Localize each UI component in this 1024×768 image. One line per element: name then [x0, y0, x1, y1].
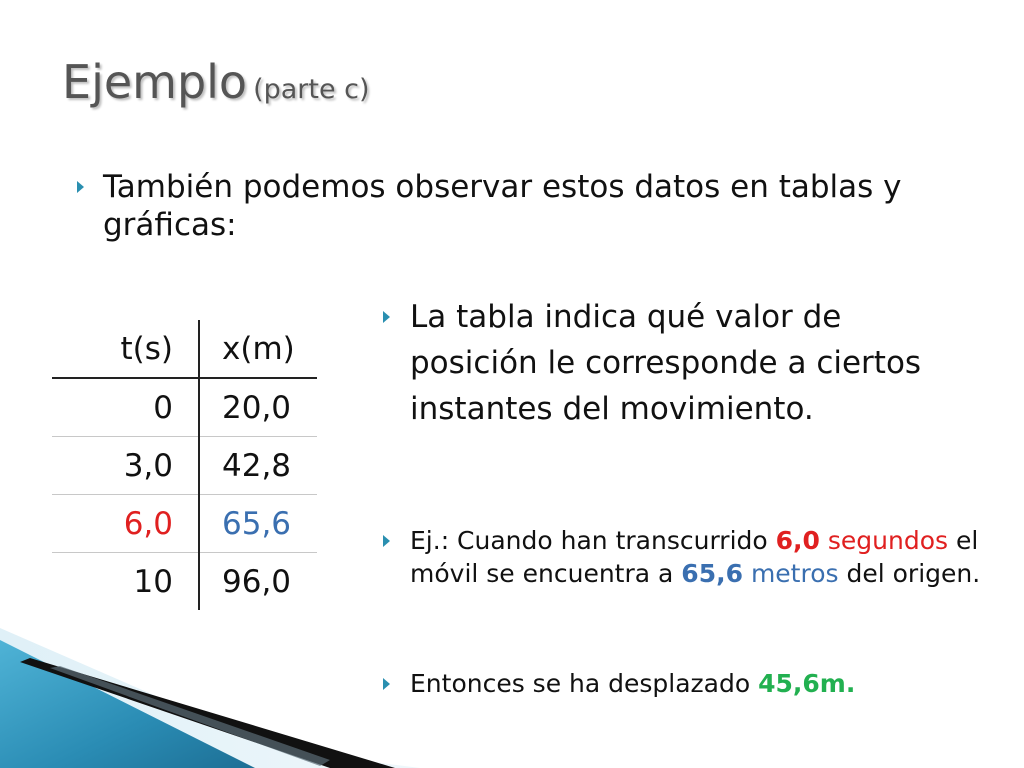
table-cell-time: 3,0 [52, 437, 199, 495]
slide-title [62, 55, 370, 109]
table-row [52, 378, 317, 437]
bullet-table-description [383, 294, 943, 432]
table-cell-time: 0 [52, 378, 199, 437]
example-text-part3: del origen. [838, 559, 981, 588]
bullet-arrow-icon [383, 311, 390, 323]
bullet-arrow-icon [383, 535, 390, 547]
bullet-conclusion-text [410, 667, 855, 701]
table-cell-position: 42,8 [199, 437, 317, 495]
position-time-table [52, 320, 317, 610]
bullet-arrow-icon [77, 181, 84, 193]
bullet-intro-text: También podemos observar estos datos en tablas y gráficas: [103, 169, 902, 243]
bullet-example-text [410, 524, 983, 590]
conclusion-displacement-value: 45,6m. [758, 669, 856, 698]
table-header-row [52, 320, 317, 378]
decorative-swoosh [0, 600, 420, 768]
slide-title-text: Ejemplo [62, 55, 248, 109]
bullet-table-description-text: La tabla indica qué valor de posición le corresponde a ciertos instantes del movimiento. [410, 299, 922, 427]
example-time-unit: segundos [827, 526, 949, 555]
bullet-example [383, 524, 983, 590]
table-cell-position: 96,0 [222, 563, 292, 600]
bullet-conclusion [383, 667, 1023, 701]
example-position-value: 65,6 [681, 559, 743, 588]
table-row [52, 437, 317, 495]
slide-subtitle: (parte c) [253, 74, 370, 105]
table-row-highlighted [52, 495, 317, 553]
table-cell-time: 10 [52, 553, 199, 611]
conclusion-text: Entonces se ha desplazado [410, 669, 759, 698]
example-position-unit: metros [750, 559, 839, 588]
bullet-intro [77, 168, 937, 244]
table-cell-position: 65,6 [199, 495, 317, 553]
table-cell-time: 6,0 [52, 495, 199, 553]
table-cell-position: 20,0 [199, 378, 317, 437]
example-time-value: 6,0 [775, 526, 820, 555]
example-text-part2: el móvil se encuentra a [410, 526, 979, 588]
example-text-part1: Ej.: Cuando han transcurrido [410, 526, 776, 555]
table-header-time: t(s) [52, 320, 199, 378]
table-header-position: x(m) [199, 320, 317, 378]
